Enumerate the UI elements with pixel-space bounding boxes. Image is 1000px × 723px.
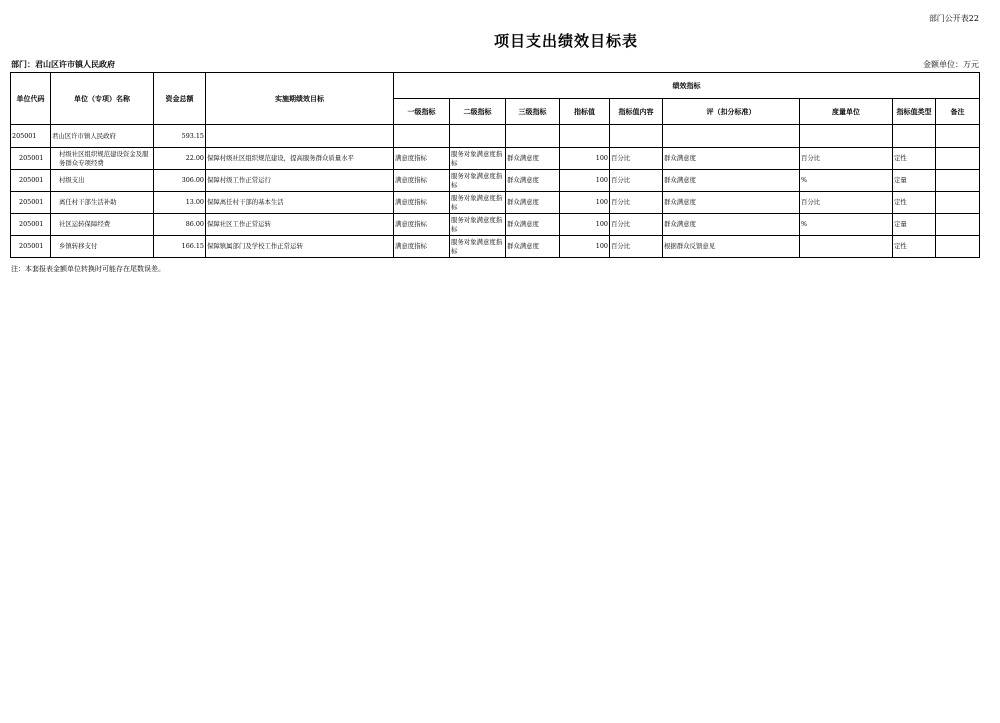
cell-level1: 满意度指标: [394, 170, 450, 192]
cell-amount: 306.00: [154, 170, 206, 192]
header-value: 指标值: [560, 99, 610, 125]
cell-score: 群众满意度: [663, 192, 800, 214]
cell-amount: 86.00: [154, 214, 206, 236]
footnote: 注：本套报表金额单位转换时可能存在尾数误差。: [11, 265, 165, 273]
cell-score: 群众满意度: [663, 170, 800, 192]
header-level3: 三级指标: [506, 99, 560, 125]
cell-score: 群众满意度: [663, 214, 800, 236]
cell-remark: [936, 192, 980, 214]
table-row: [11, 125, 980, 148]
cell-goal: [206, 125, 394, 148]
cell-level1: 满意度指标: [394, 236, 450, 258]
cell-level1: 满意度指标: [394, 148, 450, 170]
page-title: 项目支出绩效目标表: [493, 32, 638, 50]
header-measure: 度量单位: [800, 99, 893, 125]
cell-content: 百分比: [610, 192, 663, 214]
cell-level2: 服务对象满意度指标: [450, 192, 506, 214]
cell-remark: [936, 148, 980, 170]
cell-amount: 22.00: [154, 148, 206, 170]
cell-name: 村级社区组织规范建设资金及服务群众专项经费: [51, 148, 154, 170]
cell-level1: [394, 125, 450, 148]
cell-amount: 593.15: [154, 125, 206, 148]
cell-content: [610, 125, 663, 148]
cell-name: 社区运转保障经费: [51, 214, 154, 236]
cell-level3: 群众满意度: [506, 214, 560, 236]
table-row: [11, 214, 980, 236]
cell-level2: 服务对象满意度指标: [450, 214, 506, 236]
cell-amount: 166.15: [154, 236, 206, 258]
cell-level1: 满意度指标: [394, 192, 450, 214]
department-label: 部门：君山区许市镇人民政府: [11, 59, 115, 69]
cell-level3: [506, 125, 560, 148]
cell-measure: %: [800, 214, 893, 236]
cell-value: 100: [560, 148, 610, 170]
table-row: [11, 148, 980, 170]
cell-level2: 服务对象满意度指标: [450, 170, 506, 192]
header-amount: 资金总额: [154, 73, 206, 125]
header-content: 指标值内容: [610, 99, 663, 125]
header-goal: 实施期绩效目标: [206, 73, 394, 125]
table-row: [11, 236, 980, 258]
cell-content: 百分比: [610, 170, 663, 192]
cell-code: 205001: [11, 148, 51, 170]
cell-score: [663, 125, 800, 148]
cell-level3: 群众满意度: [506, 236, 560, 258]
table-row: [11, 170, 980, 192]
header-code: 单位代码: [11, 73, 51, 125]
cell-measure: 百分比: [800, 192, 893, 214]
cell-goal: 保障村级工作正常运行: [206, 170, 394, 192]
cell-measure: 百分比: [800, 148, 893, 170]
header-level1: 一级指标: [394, 99, 450, 125]
cell-level3: 群众满意度: [506, 192, 560, 214]
cell-level2: 服务对象满意度指标: [450, 148, 506, 170]
cell-content: 百分比: [610, 236, 663, 258]
performance-table: [10, 72, 980, 258]
header-level2: 二级指标: [450, 99, 506, 125]
header-type: 指标值类型: [893, 99, 936, 125]
cell-value: 100: [560, 214, 610, 236]
cell-level3: 群众满意度: [506, 148, 560, 170]
cell-level3: 群众满意度: [506, 170, 560, 192]
cell-goal: 保障镇属部门及学校工作正常运转: [206, 236, 394, 258]
cell-level2: 服务对象满意度指标: [450, 236, 506, 258]
cell-type: [893, 125, 936, 148]
cell-name: 村级支出: [51, 170, 154, 192]
cell-content: 百分比: [610, 148, 663, 170]
cell-type: 定性: [893, 192, 936, 214]
cell-measure: [800, 236, 893, 258]
cell-type: 定性: [893, 236, 936, 258]
header-remark: 备注: [936, 99, 980, 125]
cell-remark: [936, 170, 980, 192]
cell-code: 205001: [11, 192, 51, 214]
cell-goal: 保障村级社区组织规范建设，提高服务群众质量水平: [206, 148, 394, 170]
cell-value: 100: [560, 192, 610, 214]
cell-value: [560, 125, 610, 148]
cell-measure: [800, 125, 893, 148]
header-score: 评（扣分标准）: [663, 99, 800, 125]
cell-code: 205001: [11, 214, 51, 236]
cell-level1: 满意度指标: [394, 214, 450, 236]
amount-unit-label: 金额单位：万元: [923, 60, 979, 69]
cell-name: 离任村干部生活补助: [51, 192, 154, 214]
cell-goal: 保障离任村干部的基本生活: [206, 192, 394, 214]
cell-score: 群众满意度: [663, 148, 800, 170]
cell-remark: [936, 236, 980, 258]
header-performance: 绩效指标: [394, 73, 980, 99]
cell-content: 百分比: [610, 214, 663, 236]
cell-score: 根据群众反馈意见: [663, 236, 800, 258]
cell-name: 君山区许市镇人民政府: [51, 125, 154, 148]
header-name: 单位（专项）名称: [51, 73, 154, 125]
form-number-label: 部门公开表22: [928, 14, 979, 23]
cell-type: 定性: [893, 148, 936, 170]
cell-value: 100: [560, 236, 610, 258]
cell-value: 100: [560, 170, 610, 192]
cell-measure: %: [800, 170, 893, 192]
cell-remark: [936, 214, 980, 236]
cell-type: 定量: [893, 214, 936, 236]
cell-code: 205001: [11, 236, 51, 258]
cell-level2: [450, 125, 506, 148]
cell-code: 205001: [11, 170, 51, 192]
cell-goal: 保障社区工作正常运转: [206, 214, 394, 236]
cell-code: 205001: [11, 125, 51, 148]
cell-name: 乡镇转移支付: [51, 236, 154, 258]
cell-remark: [936, 125, 980, 148]
table-row: [11, 192, 980, 214]
cell-amount: 13.00: [154, 192, 206, 214]
cell-type: 定量: [893, 170, 936, 192]
